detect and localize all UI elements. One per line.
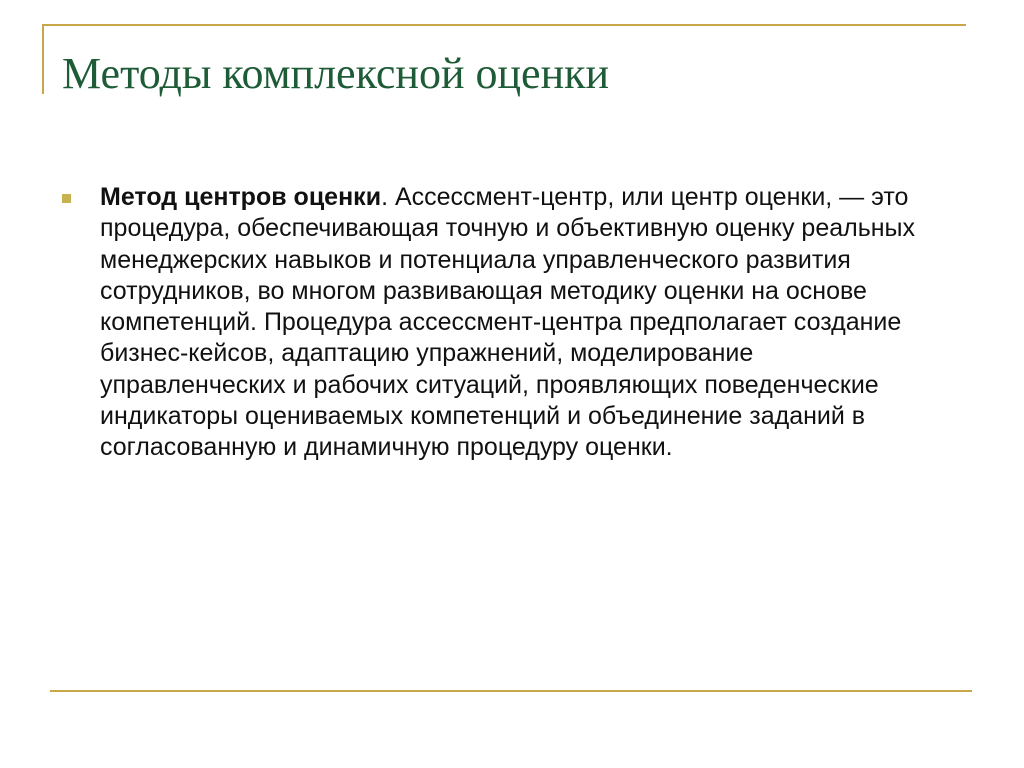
bottom-divider-line <box>50 690 972 692</box>
slide-content <box>60 182 920 464</box>
left-frame-line <box>42 24 44 94</box>
slide-title: Методы комплексной оценки <box>62 49 610 98</box>
bullet-term: Метод центров оценки <box>100 183 382 211</box>
bullet-item <box>60 182 920 464</box>
top-frame-line <box>42 24 966 26</box>
square-bullet-icon <box>62 194 71 203</box>
bullet-description: . Ассессмент-центр, или центр оценки, — это процедура, обеспечивающая точную и объективную оценку реальных менеджерских навыков и потенциала управленческого развития сотрудников, во многом развивающая методику оценки на основе компетенций. Процедура ассессмент-центра предполагает создание бизнес-кейсов, адаптацию упражнений, моделирование управленческих и рабочих ситуаций, проявляющих поведенческие индикаторы оцениваемых компетенций и объединение заданий в согласованную и динамичную процедуру оценки. <box>100 183 916 462</box>
bullet-text <box>100 182 920 464</box>
